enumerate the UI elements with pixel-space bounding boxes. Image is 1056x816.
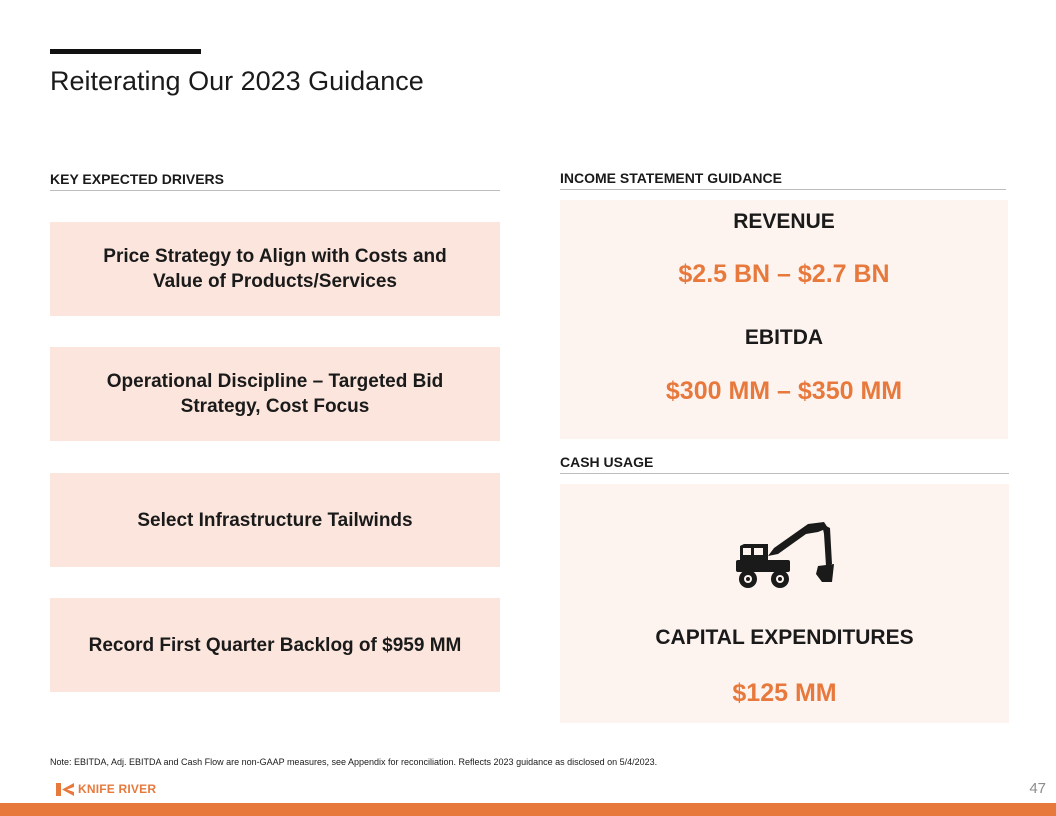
- driver-box-price-strategy: [50, 222, 500, 316]
- driver-box-operational-discipline: [50, 347, 500, 441]
- company-logo: [56, 782, 156, 796]
- driver-label: Price Strategy to Align with Costs and Value of Products/Services: [103, 246, 447, 292]
- cash-usage-header: CASH USAGE: [560, 454, 1009, 474]
- footnote: Note: EBITDA, Adj. EBITDA and Cash Flow are non-GAAP measures, see Appendix for reconciliation. Reflects 2023 guidance as disclosed on 5/4/2023.: [50, 757, 658, 767]
- page-title: Reiterating Our 2023 Guidance: [50, 66, 424, 96]
- excavator-icon: [734, 520, 834, 590]
- bottom-accent-bar: [0, 803, 1056, 816]
- ebitda-value: $300 MM – $350 MM: [665, 377, 903, 405]
- capex-label: CAPITAL EXPENDITURES: [655, 626, 914, 649]
- logo-text: KNIFE RIVER: [78, 782, 157, 796]
- driver-box-record-backlog: [50, 598, 500, 692]
- ebitda-label: EBITDA: [744, 326, 824, 349]
- title-rule: [50, 49, 201, 54]
- driver-label: Operational Discipline – Targeted Bid Strategy, Cost Focus: [106, 371, 444, 417]
- driver-label: Select Infrastructure Tailwinds: [137, 509, 413, 531]
- revenue-label: REVENUE: [733, 210, 835, 233]
- driver-box-infrastructure-tailwinds: [50, 473, 500, 567]
- revenue-value: $2.5 BN – $2.7 BN: [678, 260, 890, 288]
- income-statement-header: INCOME STATEMENT GUIDANCE: [560, 170, 1006, 190]
- capex-value: $125 MM: [732, 679, 837, 707]
- knife-river-logo-icon: [56, 783, 74, 796]
- page-number: 47: [1029, 780, 1046, 797]
- driver-label: Record First Quarter Backlog of $959 MM: [88, 634, 462, 656]
- key-drivers-header: KEY EXPECTED DRIVERS: [50, 171, 500, 191]
